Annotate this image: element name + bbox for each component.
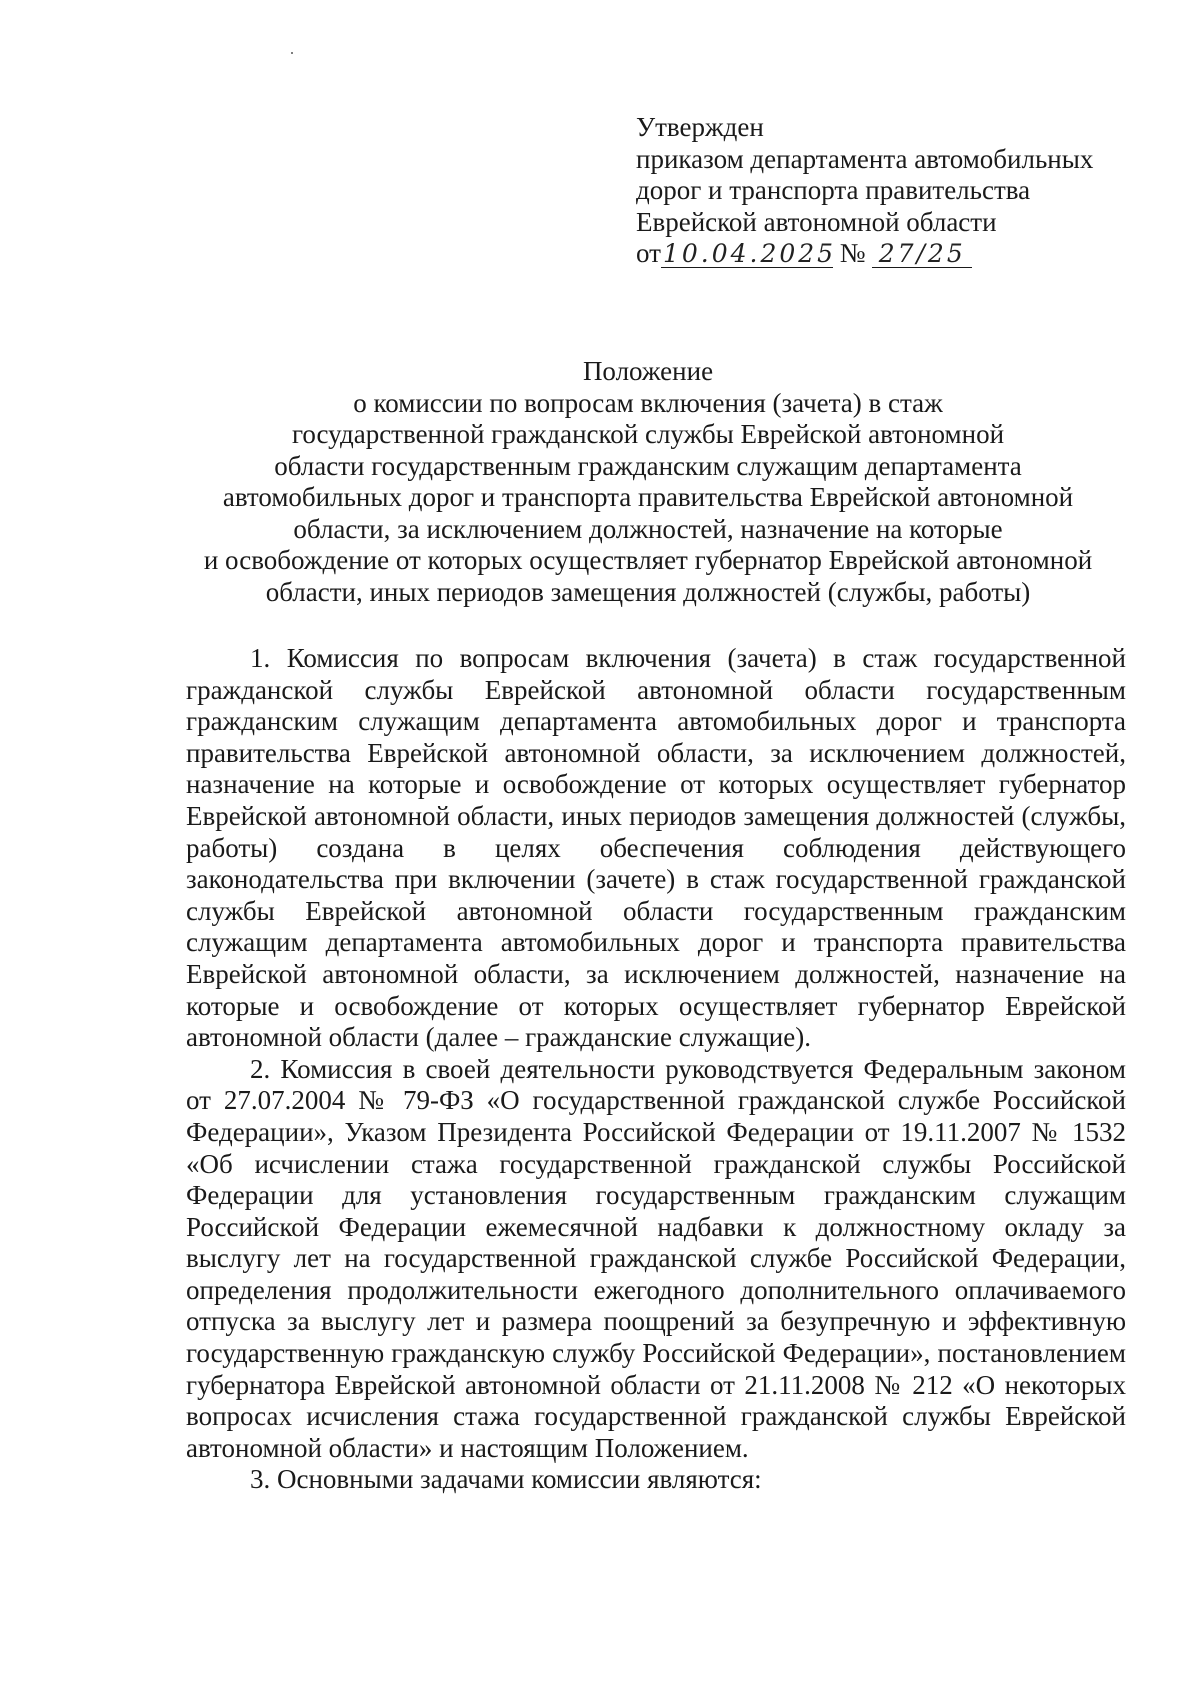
title-line-7: области, иных периодов замещения должностей (службы, работы) bbox=[265, 576, 1031, 607]
title-line-1: о комиссии по вопросам включения (зачета) в стаж bbox=[353, 387, 943, 418]
title-line-3: области государственным гражданским служащим департамента bbox=[274, 450, 1022, 481]
paragraph-2: 2. Комиссия в своей деятельности руководствуется Федеральным законом от 27.07.2004 № 79-ФЗ «О государственной гражданской службе Российской Федерации», Указом Президента Российской Федерации от 19.11.2007 № 1532 «Об исчислении стажа государственной гражданской службы Российской Федерации для установления государственным гражданским служащим Российской Федерации ежемесячной надбавки к должностному окладу за выслугу лет на государственной гражданской службе Российской Федерации, определения продолжительности ежегодного дополнительного оплачиваемого отпуска за выслугу лет и размера поощрений за безупречную и эффективную государственную гражданскую службу Российской Федерации», постановлением губернатора Еврейской автономной области от 21.11.2008 № 212 «О некоторых вопросах исчисления стажа государственной гражданской службы Еврейской автономной области» и настоящим Положением. bbox=[186, 1053, 1126, 1463]
scan-speck bbox=[291, 52, 293, 54]
title-heading: Положение bbox=[582, 356, 714, 386]
document-title bbox=[160, 356, 1136, 608]
approval-line-1: Утвержден bbox=[636, 112, 764, 142]
title-line-6: и освобождение от которых осуществляет губернатор Еврейской автономной bbox=[203, 545, 1093, 575]
date-prefix: от bbox=[636, 238, 661, 268]
approval-date-line bbox=[636, 238, 1156, 270]
handwritten-number: 27/25 bbox=[872, 241, 972, 268]
approval-line-3: дорог и транспорта правительства bbox=[636, 175, 1031, 205]
handwritten-date: 10.04.2025 bbox=[662, 239, 837, 268]
approval-block bbox=[636, 112, 1156, 270]
title-line-4: автомобильных дорог и транспорта правительства Еврейской автономной bbox=[222, 482, 1074, 512]
paragraph-1: 1. Комиссия по вопросам включения (зачета) в стаж государственной гражданской службы Еврейской автономной области государственным гражданским служащим департамента автомобильных дорог и транспорта правительства Еврейской автономной области, за исключением должностей, назначение на которые и освобождение от которых осуществляет губернатор Еврейской автономной области, иных периодов замещения должностей (службы, работы) создана в целях обеспечения соблюдения действующего законодательства при включении (зачете) в стаж государственной гражданской службы Еврейской автономной области государственным гражданским служащим департамента автомобильных дорог и транспорта правительства Еврейской автономной области, за исключением должностей, назначение на которые и освобождение от которых осуществляет губернатор Еврейской автономной области (далее – гражданские служащие). bbox=[186, 643, 1126, 1053]
document-body bbox=[186, 643, 1126, 1496]
approval-line-2: приказом департамента автомобильных bbox=[636, 143, 1094, 174]
paragraph-3: 3. Основными задачами комиссии являются: bbox=[250, 1464, 762, 1495]
approval-line-4: Еврейской автономной области bbox=[636, 206, 997, 237]
title-line-5: области, за исключением должностей, назначение на которые bbox=[293, 513, 1003, 544]
number-sign: № bbox=[839, 238, 866, 268]
title-line-2: государственной гражданской службы Еврейской автономной bbox=[291, 419, 1005, 449]
